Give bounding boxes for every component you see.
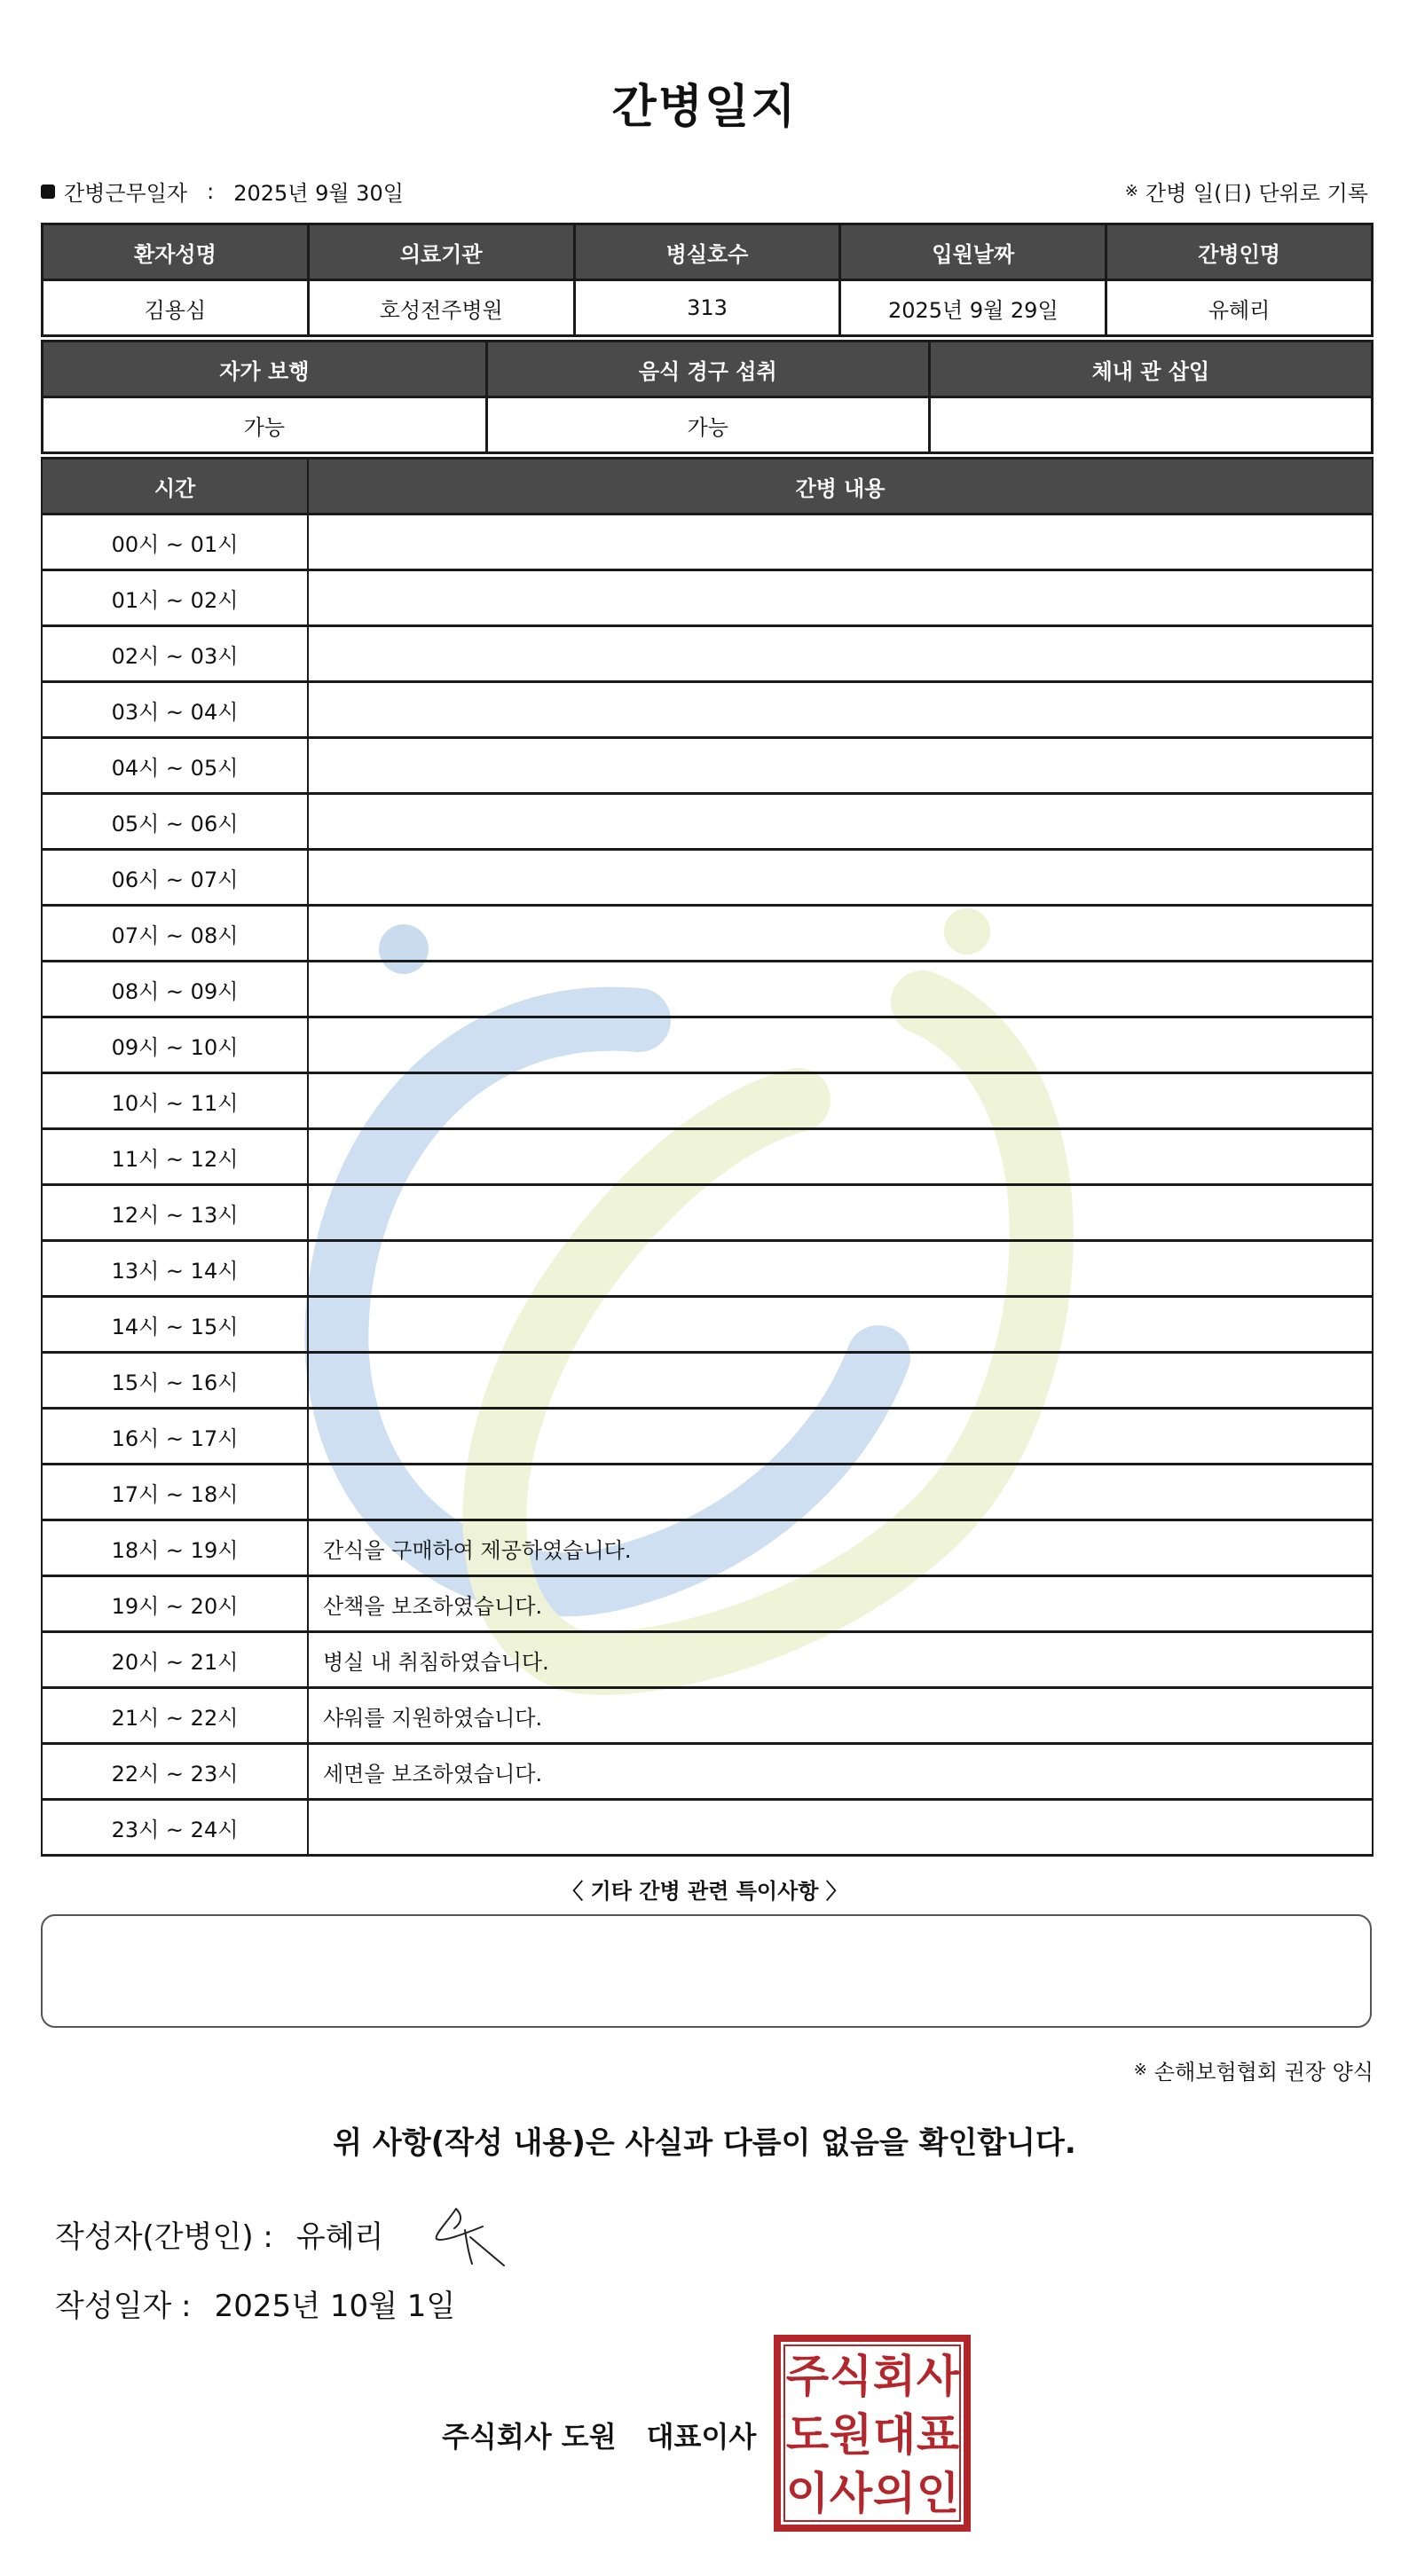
header-time: 시간 (42, 459, 308, 514)
seal-character: 도 (785, 2409, 830, 2461)
log-content (308, 738, 1373, 794)
log-content (308, 1353, 1373, 1409)
log-row (42, 1632, 1373, 1688)
log-content (308, 1017, 1373, 1073)
author-line (55, 2212, 383, 2256)
log-time: 23시 ~ 24시 (42, 1800, 308, 1856)
seal-character: 사 (829, 2468, 873, 2519)
log-row (42, 1129, 1373, 1185)
seal-character: 인 (916, 2468, 960, 2519)
seal-character: 식 (829, 2351, 873, 2402)
log-time: 11시 ~ 12시 (42, 1129, 308, 1185)
log-content (308, 906, 1373, 962)
log-row (42, 1744, 1373, 1800)
log-content (308, 794, 1373, 850)
log-body (42, 514, 1373, 1856)
admission-date: 2025년 9월 29일 (840, 280, 1106, 336)
reference-mark-icon: ※ (1124, 182, 1138, 200)
log-row (42, 1465, 1373, 1520)
room-number: 313 (574, 280, 840, 336)
patient-status-table (41, 340, 1374, 454)
log-row (42, 962, 1373, 1017)
patient-value-row (43, 280, 1373, 336)
log-content (308, 1409, 1373, 1465)
log-time: 02시 ~ 03시 (42, 626, 308, 682)
handwritten-signature (429, 2200, 527, 2269)
date-label: 작성일자 : (55, 2289, 192, 2324)
header-tube-insertion: 체내 관 삽입 (929, 342, 1372, 397)
log-time: 00시 ~ 01시 (42, 514, 308, 570)
log-row (42, 1800, 1373, 1856)
log-content (308, 1297, 1373, 1353)
company-name: 주식회사 도원 (442, 2420, 617, 2454)
seal-character: 회 (872, 2351, 917, 2402)
header-admission-date: 입원날짜 (840, 224, 1106, 280)
log-content (308, 570, 1373, 626)
log-content: 세면을 보조하였습니다. (308, 1744, 1373, 1800)
log-time: 21시 ~ 22시 (42, 1688, 308, 1744)
log-content (308, 1241, 1373, 1297)
log-row (42, 1017, 1373, 1073)
author-label: 작성자(간병인) : (55, 2219, 273, 2255)
log-row (42, 570, 1373, 626)
log-content (308, 962, 1373, 1017)
log-content (308, 682, 1373, 738)
bullet-square-icon (41, 185, 55, 199)
seal-character: 주 (785, 2351, 830, 2402)
log-time: 08시 ~ 09시 (42, 962, 308, 1017)
log-row (42, 850, 1373, 906)
header-caregiver-name: 간병인명 (1106, 224, 1373, 280)
special-notes-box (41, 1914, 1372, 2028)
log-time: 01시 ~ 02시 (42, 570, 308, 626)
log-content (308, 850, 1373, 906)
log-row (42, 626, 1373, 682)
log-time: 13시 ~ 14시 (42, 1241, 308, 1297)
log-time: 12시 ~ 13시 (42, 1185, 308, 1241)
log-row (42, 906, 1373, 962)
log-content: 병실 내 취침하였습니다. (308, 1632, 1373, 1688)
form-source-note (1134, 2054, 1374, 2085)
log-row (42, 514, 1373, 570)
care-log-table (41, 457, 1374, 1857)
seal-character: 표 (916, 2409, 960, 2461)
log-row (42, 1185, 1373, 1241)
header-care-content: 간병 내용 (308, 459, 1373, 514)
work-date-value: 2025년 9월 30일 (233, 181, 404, 206)
log-content: 샤워를 지원하였습니다. (308, 1688, 1373, 1744)
log-row (42, 1297, 1373, 1353)
log-time: 14시 ~ 15시 (42, 1297, 308, 1353)
log-row (42, 738, 1373, 794)
log-time: 10시 ~ 11시 (42, 1073, 308, 1129)
seal-character: 대 (872, 2409, 917, 2461)
log-row (42, 1353, 1373, 1409)
unit-note-text: 간병 일(日) 단위로 기록 (1145, 181, 1368, 206)
log-time: 16시 ~ 17시 (42, 1409, 308, 1465)
seal-character: 원 (829, 2409, 873, 2461)
self-walking-value: 가능 (43, 397, 487, 453)
unit-note (1125, 176, 1368, 207)
log-row (42, 1073, 1373, 1129)
patient-name: 김용심 (43, 280, 309, 336)
company-signature (442, 2415, 756, 2455)
log-content (308, 1129, 1373, 1185)
log-row (42, 1409, 1373, 1465)
log-row (42, 1520, 1373, 1576)
patient-header-row (43, 224, 1373, 280)
log-content (308, 1465, 1373, 1520)
log-time: 09시 ~ 10시 (42, 1017, 308, 1073)
log-time: 17시 ~ 18시 (42, 1465, 308, 1520)
log-time: 04시 ~ 05시 (42, 738, 308, 794)
work-date-row (41, 176, 1368, 208)
reference-mark-icon: ※ (1133, 2061, 1147, 2079)
form-source-text: 손해보험협회 권장 양식 (1153, 2060, 1374, 2085)
author-name: 유혜리 (295, 2219, 384, 2255)
log-content (308, 1185, 1373, 1241)
log-time: 03시 ~ 04시 (42, 682, 308, 738)
date-value: 2025년 10월 1일 (214, 2289, 456, 2324)
tube-insertion-value (929, 397, 1372, 453)
header-room-number: 병실호수 (574, 224, 840, 280)
log-content (308, 1800, 1373, 1856)
log-time: 20시 ~ 21시 (42, 1632, 308, 1688)
patient-info-table (41, 223, 1374, 337)
log-row (42, 682, 1373, 738)
log-content (308, 1073, 1373, 1129)
hospital-name: 호성전주병원 (308, 280, 574, 336)
page-title: 간병일지 (611, 81, 798, 134)
log-time: 06시 ~ 07시 (42, 850, 308, 906)
log-time: 05시 ~ 06시 (42, 794, 308, 850)
seal-character: 사 (916, 2351, 960, 2402)
header-self-walking: 자가 보행 (43, 342, 487, 397)
company-seal-stamp (772, 2333, 972, 2533)
log-time: 18시 ~ 19시 (42, 1520, 308, 1576)
oral-intake-value: 가능 (486, 397, 929, 453)
work-date-label: 간병근무일자 (64, 181, 188, 206)
log-content: 산책을 보조하였습니다. (308, 1576, 1373, 1632)
log-row (42, 1576, 1373, 1632)
log-time: 22시 ~ 23시 (42, 1744, 308, 1800)
log-row (42, 1688, 1373, 1744)
log-time: 15시 ~ 16시 (42, 1353, 308, 1409)
seal-character: 의 (872, 2468, 917, 2519)
header-hospital: 의료기관 (308, 224, 574, 280)
log-row (42, 1241, 1373, 1297)
log-content (308, 514, 1373, 570)
header-patient-name: 환자성명 (43, 224, 309, 280)
seal-character: 이 (785, 2468, 830, 2519)
notes-title: 〈 기타 간병 관련 특이사항 〉 (562, 1879, 847, 1904)
header-oral-intake: 음식 경구 섭취 (486, 342, 929, 397)
log-time: 19시 ~ 20시 (42, 1576, 308, 1632)
date-line (55, 2281, 455, 2325)
status-value-row (43, 397, 1373, 453)
log-row (42, 794, 1373, 850)
confirmation-statement: 위 사항(작성 내용)은 사실과 다름이 없음을 확인합니다. (333, 2125, 1076, 2161)
log-content (308, 626, 1373, 682)
log-content: 간식을 구매하여 제공하였습니다. (308, 1520, 1373, 1576)
log-header-row (42, 459, 1373, 514)
ceo-title: 대표이사 (646, 2420, 757, 2454)
work-date-colon: : (207, 178, 215, 204)
log-time: 07시 ~ 08시 (42, 906, 308, 962)
status-header-row (43, 342, 1373, 397)
caregiver-name: 유혜리 (1106, 280, 1373, 336)
work-date (41, 176, 404, 207)
